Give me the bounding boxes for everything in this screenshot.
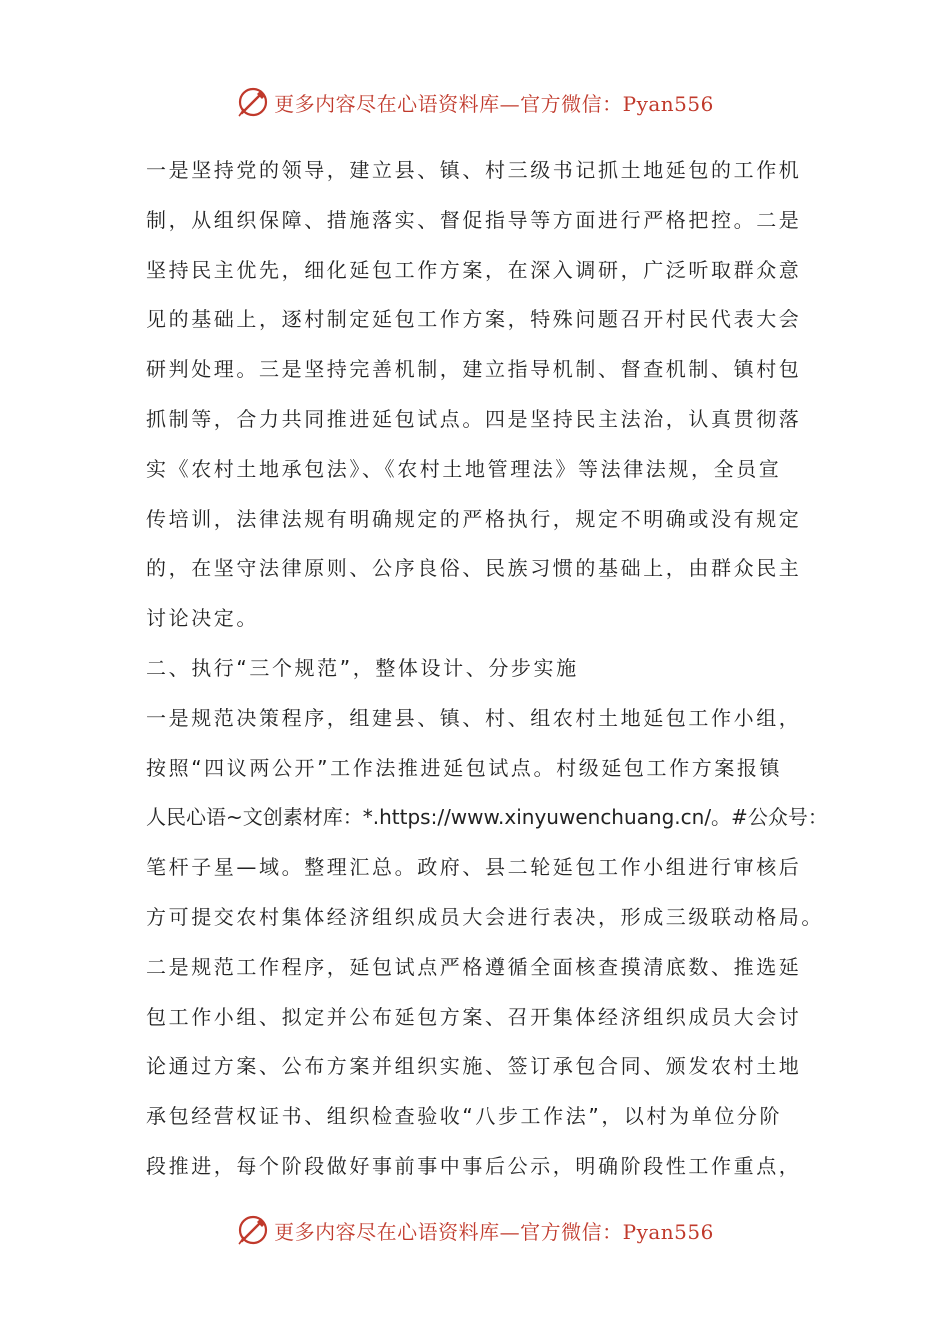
body-line: 包工作小组、拟定并公布延包方案、召开集体经济组织成员大会讨: [146, 1004, 802, 1029]
header-banner: [0, 82, 950, 122]
body-line: 的，在坚守法律原则、公序良俗、民族习惯的基础上，由群众民主: [146, 556, 802, 581]
body-line: 坚持民主优先，细化延包工作方案，在深入调研，广泛听取群众意: [146, 257, 802, 282]
footer-banner-text: 更多内容尽在心语资料库—官方微信：Pyan556: [274, 1219, 714, 1244]
body-line: 讨论决定。: [146, 606, 259, 631]
body-line: 按照“四议两公开”工作法推进延包试点。村级延包工作方案报镇: [146, 755, 783, 780]
body-line: 实《农村土地承包法》、《农村土地管理法》等法律法规，全员宣: [146, 456, 782, 481]
body-line: 一是坚持党的领导，建立县、镇、村三级书记抓土地延包的工作机: [146, 158, 802, 182]
body-line: 笔杆子星—域。整理汇总。政府、县二轮延包工作小组进行审核后: [146, 855, 802, 880]
footer-banner: [0, 1210, 950, 1250]
body-line: 人民心语~文创素材库：*.https://www.xinyuwenchuang.cn/。#公众号：: [146, 805, 828, 830]
document-body: [146, 146, 826, 1192]
section-heading: 二、执行“三个规范”，整体设计、分步实施: [146, 655, 579, 680]
body-line: 研判处理。三是坚持完善机制，建立指导机制、督查机制、镇村包: [146, 357, 802, 382]
body-line: 承包经营权证书、组织检查验收“八步工作法”，以村为单位分阶: [146, 1104, 783, 1129]
body-line: 制，从组织保障、措施落实、督促指导等方面进行严格把控。二是: [146, 207, 802, 232]
pen-circle-icon: [236, 85, 270, 119]
body-line: 见的基础上，逐村制定延包工作方案，特殊问题召开村民代表大会: [146, 307, 802, 332]
body-line: 方可提交农村集体经济组织成员大会进行表决，形成三级联动格局。: [146, 904, 824, 929]
body-line: 传培训，法律法规有明确规定的严格执行，规定不明确或没有规定: [146, 506, 802, 531]
body-line: 抓制等，合力共同推进延包试点。四是坚持民主法治，认真贯彻落: [146, 406, 802, 431]
body-line: 一是规范决策程序，组建县、镇、村、组农村土地延包工作小组，: [146, 705, 802, 730]
pen-circle-icon: [236, 1213, 270, 1247]
body-line: 论通过方案、公布方案并组织实施、签订承包合同、颁发农村土地: [146, 1054, 802, 1079]
header-banner-text: 更多内容尽在心语资料库—官方微信：Pyan556: [274, 91, 714, 116]
body-line: 二是规范工作程序，延包试点严格遵循全面核查摸清底数、推选延: [146, 954, 802, 979]
body-line: 段推进，每个阶段做好事前事中事后公示，明确阶段性工作重点，: [146, 1153, 802, 1178]
